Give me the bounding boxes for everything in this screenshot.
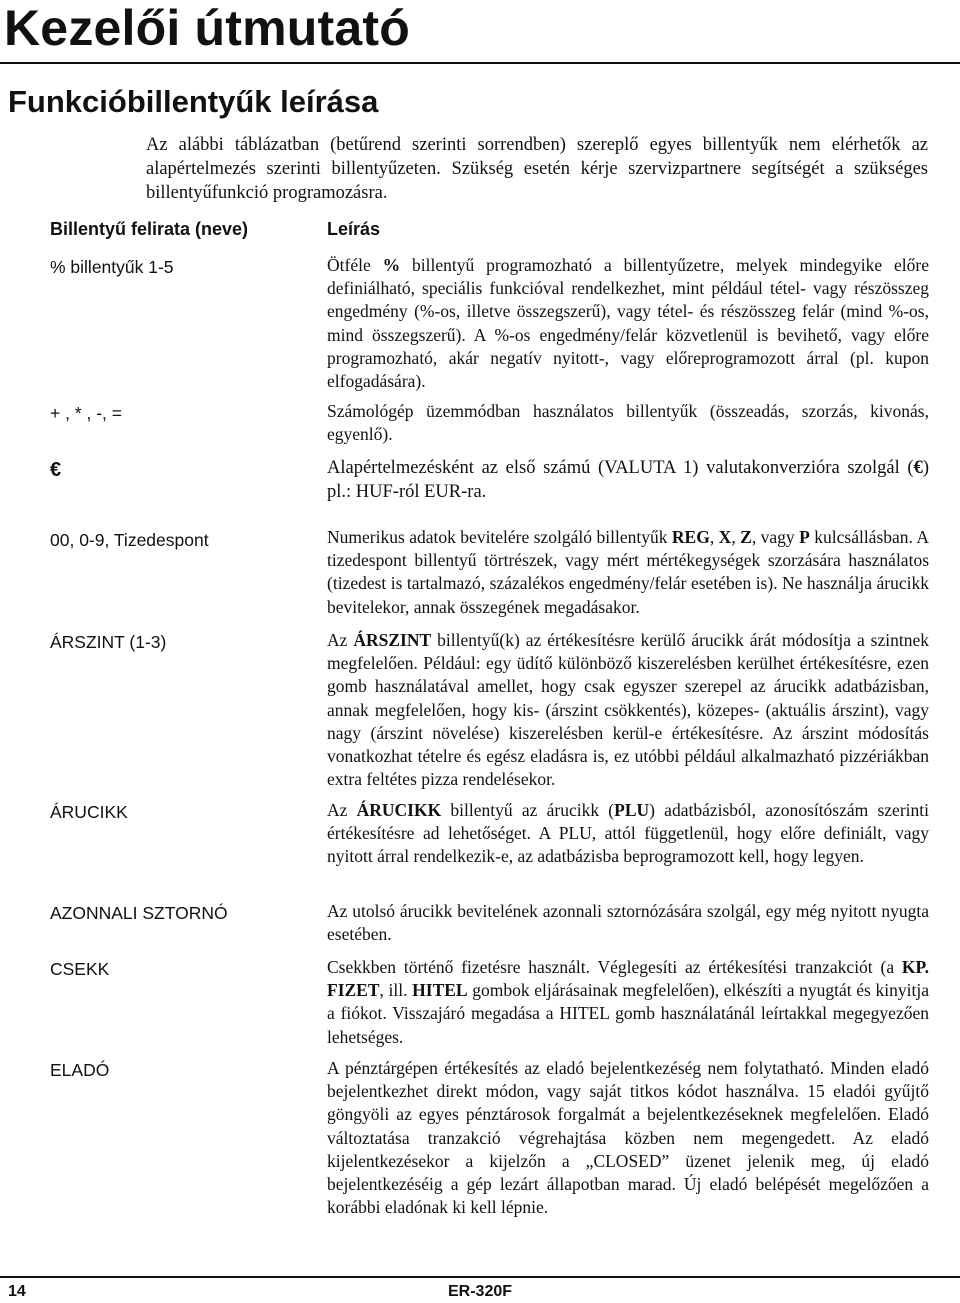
row-desc-price-level: Az ÁRSZINT billentyű(k) az értékesítésre kerülő árucikk árát módosítja a szintnek megfelelően. Például: egy üdítő különböző kiszerelésben kerülhet értékesítésre, ezen gomb használatával amellet, hogy csak egyszer szerepel az árucikk adatbázisban, annak megfelelően, hogy kis- (árszint csökkentés), közepes- (aktuális árszint), vagy nagy (árszint növelése) kiszerelésben kerül-e értékesítésre. Az árszint módosítás vonatkozhat tételre és egész eladásra is, ez utóbbi például alkalmazható pizzériákban extra feltétes pizza rendelésekor.	[327, 630, 930, 790]
row-key-clerk: ELADÓ	[50, 1060, 110, 1080]
row-desc-calculator: Számológép üzemmódban használatos billentyűk (összeadás, szorzás, kivonás, egyenlő).	[327, 401, 929, 445]
row-desc-percent: Ötféle % billentyű programozható a billentyűzetre, melyek mindegyike előre definiálható, speciális funkcióval rendelkezhet, mint például tétel- vagy részösszeg engedmény (%-os, illetve összegszerű), vagy tétel- és részösszeg felár (mind %-os, mind összegszerű). A %-os engedmény/felár közvetlenül is bevihető, vagy előre programozható, akár negatív nyitott-, vagy előreprogramozott árral (pl. kupon elfogadására).	[327, 255, 929, 392]
page-title: Kezelői útmutató	[4, 0, 410, 56]
table-header-key: Billentyű felirata (neve)	[50, 219, 249, 239]
row-key-check: CSEKK	[50, 959, 110, 979]
model-name: ER-320F	[447, 1283, 513, 1300]
row-desc-clerk: A pénztárgépen értékesítés az eladó bejelentkezéség nem folytatható. Minden eladó bejelentkezhet direkt módon, vagy saját titkos kódot használva. 15 eladói gyűjtő göngyöli az egyes pénztárosok forgalmát a bejelentkezéseknek megfelelően. Eladó változtatása tranzakció végrehajtása közben nem megengedett. Az eladó kijelentkezésekor a kijelzőn a „CLOSED” üzenet jelenik meg, új eladó bejelentkezéséig a gép lezárt állapotban marad. Új eladó belépését megelőzően a korábbi eladónak ki kell lépnie.	[327, 1058, 929, 1218]
page-number: 14	[8, 1283, 26, 1300]
row-key-euro: €	[50, 459, 62, 481]
row-desc-instant-void: Az utolsó árucikk bevitelének azonnali sztornózására szolgál, egy még nyitott nyugta esetében.	[327, 901, 929, 945]
title-divider	[0, 62, 960, 64]
row-desc-numeric: Numerikus adatok bevitelére szolgáló billentyűk REG, X, Z, vagy P kulcsállásban. A tizedespont billentyű törtrészek, vagy mért mértékegységek szorzására használatos (tizedest is tartalmazó, százalékos engedmény/felár esetében is). Ne használja árucikk bevitelekor, annak összegének megadásakor.	[327, 527, 930, 617]
row-desc-euro: Alapértelmezésként az első számú (VALUTA 1) valutakonverzióra szolgál (€) pl.: HUF-ról EUR-ra.	[327, 458, 929, 502]
row-key-percent: % billentyűk 1-5	[50, 257, 174, 277]
footer-divider	[0, 1276, 960, 1278]
row-key-price-level: ÁRSZINT (1-3)	[50, 632, 167, 652]
row-key-instant-void: AZONNALI SZTORNÓ	[50, 903, 228, 923]
row-key-plu: ÁRUCIKK	[50, 802, 128, 822]
row-desc-plu: Az ÁRUCIKK billentyű az árucikk (PLU) adatbázisból, azonosítószám szerinti értékesítésre ad lehetőséget. A PLU, attól függetlenül, hogy előre definiált, vagy nyitott árral rendelkezik-e, az adatbázisba beprogramozott kell, hogy legyen.	[327, 800, 929, 867]
row-desc-check: Csekkben történő fizetésre használt. Véglegesíti az értékesítési tranzakciót (a KP. FIZET, ill. HITEL gombok eljárásainak megfelelően), elkészíti a nyugtát és kinyitja a fiókot. Visszajáró megadása a HITEL gomb használatánál leírtakkal megegyezően lehetséges.	[327, 957, 929, 1047]
row-key-calculator: + , * , -, =	[50, 403, 122, 423]
intro-paragraph: Az alábbi táblázatban (betűrend szerinti sorrendben) szereplő egyes billentyűk nem elérhetők az alapértelmezés szerinti billentyűzeten. Szükség esetén kérje szervizpartnere segítségét a szükséges billentyűfunkció programozásra.	[146, 135, 928, 203]
table-header-desc: Leírás	[327, 219, 381, 239]
row-key-numeric: 00, 0-9, Tizedespont	[50, 530, 209, 550]
section-title: Funkcióbillentyűk leírása	[8, 84, 379, 119]
